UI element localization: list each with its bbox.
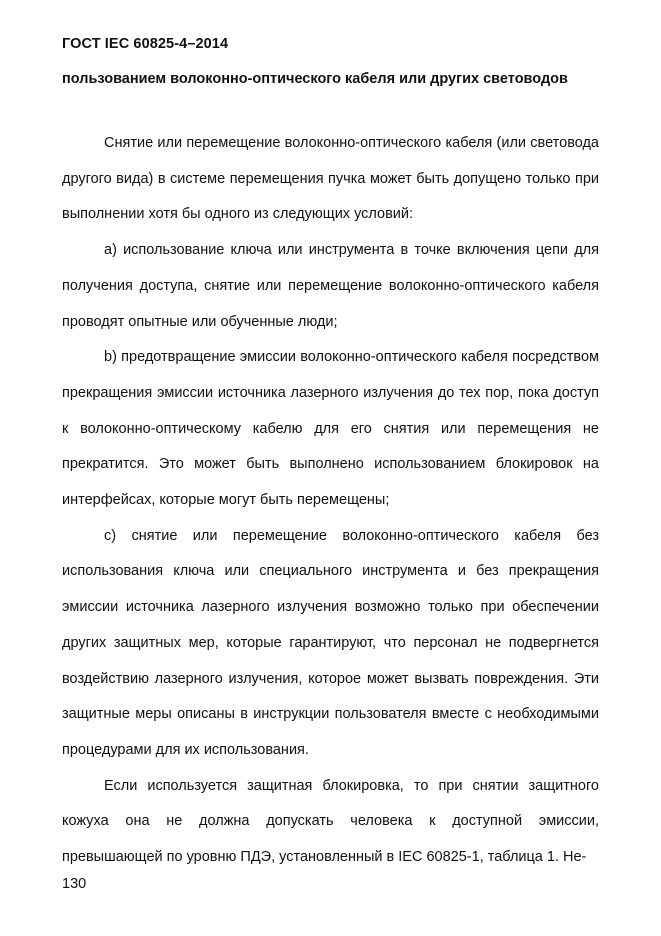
paragraph-intro: Снятие или перемещение волоконно-оптического кабеля (или световода другого вида) в системе перемещения пучка может быть допущено только при выполнении хотя бы одного из следующих условий: bbox=[62, 135, 599, 223]
document-code: ГОСТ IEC 60825-4–2014 bbox=[62, 36, 229, 52]
paragraph-item-b: b) предотвращение эмиссии волоконно-оптического кабеля посредством прекращения эмиссии источника лазерного излучения до тех пор, пока доступ к волоконно-оптическому кабелю для его снятия или перемещения не прекратится. Это может быть выполнено использованием блокировок на интерфейсах, которые могут быть перемещены; bbox=[62, 349, 599, 509]
section-title-continuation: пользованием волоконно-оптического кабеля или других световодов bbox=[62, 71, 568, 87]
page-number: 130 bbox=[62, 876, 87, 892]
paragraph-item-a: a) использование ключа или инструмента в точке включения цепи для получения доступа, снятие или перемещение волоконно-оптического кабеля проводят опытные или обученные люди; bbox=[62, 242, 599, 330]
body-text bbox=[62, 126, 599, 876]
paragraph-item-c: c) снятие или перемещение волоконно-оптического кабеля без использования ключа или специального инструмента и без прекращения эмиссии источника лазерного излучения возможно только при обеспечении других защитных мер, которые гарантируют, что персонал не подвергнется воздействию лазерного излучения, которое может вызвать повреждения. Эти защитные меры описаны в инструкции пользователя вместе с необходимыми процедурами для их использования. bbox=[62, 527, 599, 758]
paragraph-interlock: Если используется защитная блокировка, то при снятии защитного кожуха она не должна допускать человека к доступной эмиссии, превышающей по уровню ПДЭ, установленный в IEC 60825-1, таблица 1. Не- bbox=[62, 777, 599, 866]
